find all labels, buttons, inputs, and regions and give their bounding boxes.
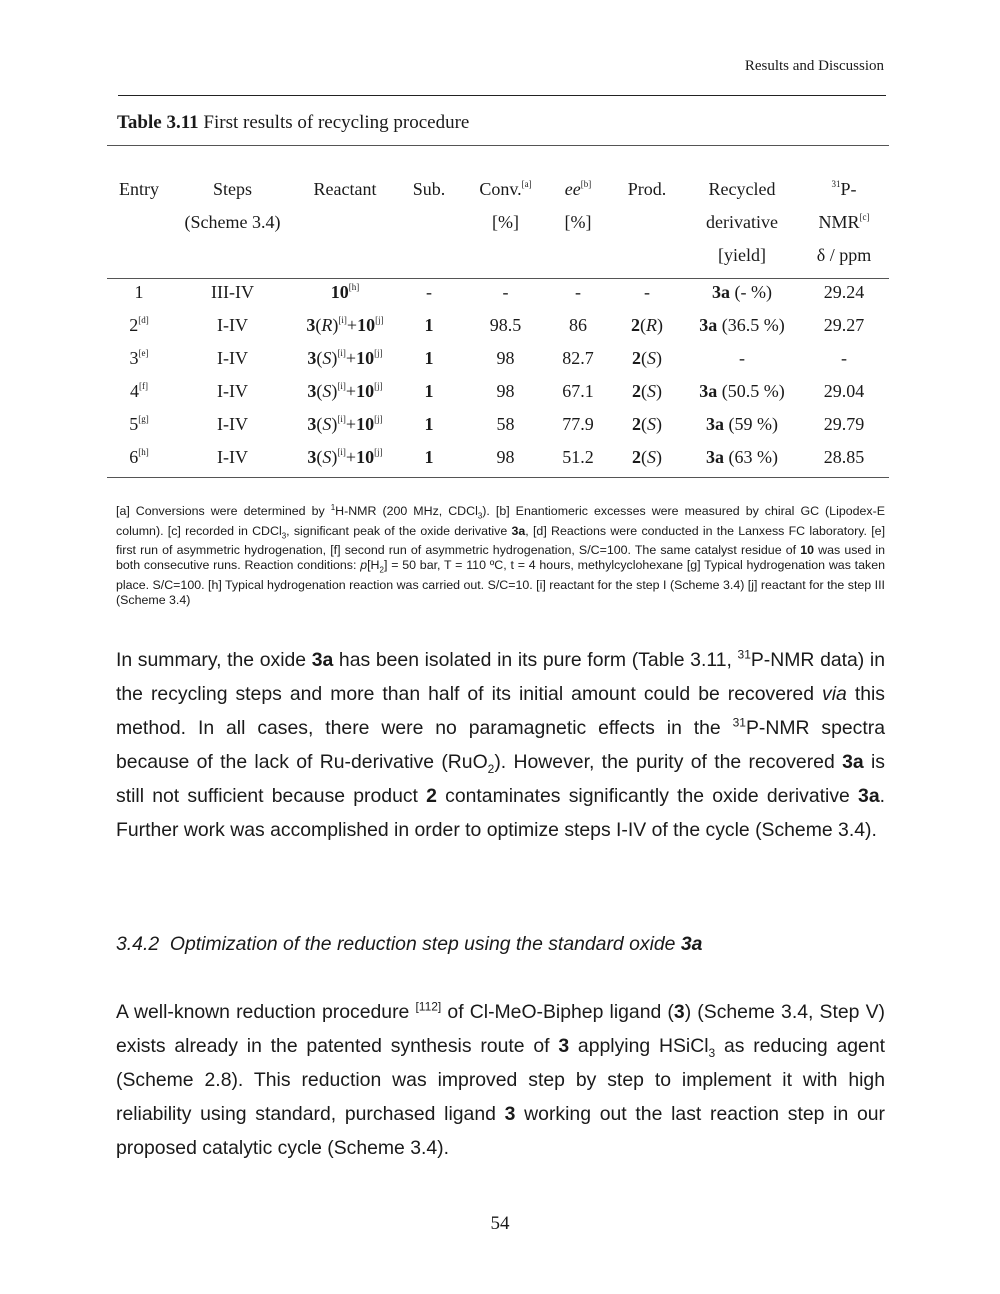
running-header: Results and Discussion <box>744 58 884 74</box>
header-recycled-yield: [yield] <box>718 245 766 265</box>
cell-steps: I-IV <box>217 414 248 434</box>
cell-conversion: 98.5 <box>489 315 522 335</box>
cell-ee: 77.9 <box>562 414 594 434</box>
cell-conversion: 98 <box>496 348 515 368</box>
cell-conversion: - <box>502 282 509 302</box>
cell-nmr: 29.24 <box>823 282 865 302</box>
cell-recycled: 3a (- %) <box>712 282 772 302</box>
cell-reactant: 10[h] <box>330 282 360 302</box>
cell-ee: - <box>575 282 581 302</box>
cell-steps: I-IV <box>217 447 248 467</box>
cell-product: 2(S) <box>632 348 662 368</box>
cell-substrate: 1 <box>424 315 434 335</box>
cell-nmr: 29.27 <box>823 315 865 335</box>
cell-conversion: 98 <box>496 381 515 401</box>
cell-recycled: 3a (63 %) <box>706 447 778 467</box>
header-nmr-isotope: 31 <box>831 179 841 189</box>
cell-product: 2(S) <box>632 381 662 401</box>
cell-reactant: 3(R)[i]+10[j] <box>306 315 384 335</box>
cell-product: 2(S) <box>632 447 662 467</box>
cell-nmr: - <box>841 348 847 368</box>
header-nmr-label: P- <box>840 179 857 199</box>
header-rule <box>118 95 886 96</box>
cell-substrate: 1 <box>424 381 434 401</box>
header-conv-note: [a] <box>521 179 532 189</box>
header-ee <box>548 173 608 206</box>
cell-nmr: 28.85 <box>823 447 865 467</box>
header-conv-label: Conv. <box>479 179 522 199</box>
cell-substrate: 1 <box>424 348 434 368</box>
cell-reactant: 3(S)[i]+10[j] <box>307 348 383 368</box>
cell-substrate: - <box>426 282 432 302</box>
table-caption <box>117 112 469 134</box>
cell-ee: 82.7 <box>562 348 594 368</box>
cell-nmr: 29.04 <box>823 381 865 401</box>
section-heading: 3.4.2 Optimization of the reduction step using the standard oxide 3a <box>116 933 703 955</box>
cell-entry: 3[e] <box>129 348 149 368</box>
header-steps: Steps <box>212 179 252 199</box>
header-prod: Prod. <box>627 179 667 199</box>
cell-substrate: 1 <box>424 414 434 434</box>
cell-steps: III-IV <box>211 282 254 302</box>
header-reactant: Reactant <box>313 179 377 199</box>
table-bottom-rule <box>107 477 889 478</box>
cell-entry: 1 <box>134 282 144 302</box>
paragraph-summary: In summary, the oxide 3a has been isolated in its pure form (Table 3.11, $^{31}$P-NMR data) in the recycling steps and more than half of its initial amount could be recovered via this method. In all cases, there were no paramagnetic effects in the $^{31}$P-NMR spectra because of the lack of Ru-derivative (RuO$_2$). However, the purity of the recovered 3a is still not sufficient because product 2 contaminates significantly the oxide derivative 3a. Further work was accomplished in order to optimize steps I-IV of the cycle (Scheme 3.4). <box>116 647 886 841</box>
cell-recycled: 3a (36.5 %) <box>699 315 785 335</box>
cell-steps: I-IV <box>217 381 248 401</box>
cell-entry: 5[g] <box>129 414 149 434</box>
cell-ee: 51.2 <box>562 447 594 467</box>
cell-entry: 6[h] <box>129 447 149 467</box>
cell-recycled: 3a (59 %) <box>706 414 778 434</box>
header-nmr-unit: δ / ppm <box>816 245 872 265</box>
cell-entry: 4[f] <box>130 381 148 401</box>
cell-reactant: 3(S)[i]+10[j] <box>307 447 383 467</box>
cell-product: 2(R) <box>631 315 663 335</box>
cell-product: - <box>644 282 650 302</box>
table-top-rule <box>107 145 889 146</box>
cell-steps: I-IV <box>217 315 248 335</box>
table-footnotes: [a] Conversions were determined by $^1$H-NMR (200 MHz, CDCl$_3$). [b] Enantiomeric excesses were measured by chiral GC (Lipodex-E column). [c] recorded in CDCl$_3$, significant peak of the oxide derivative 3a, [d] Reactions were conducted in the Lanxess FC laboratory. [e] first run of asymmetric hydrogenation, [f] second run of asymmetric hydrogenation, S/C=100. The same catalyst residue of 10 was used in both consecutive runs. Reaction conditions: $p[H_2] = 50$ bar, T = 110 ºC, t = 4 hours, methylcyclohexane [g] Typical hydrogenation was taken place. S/C=100. [h] Typical hydrogenation reaction was carried out. S/C=10. [i] reactant for the step I (Scheme 3.4) [j] reactant for the step III (Scheme 3.4) <box>116 503 886 607</box>
cell-reactant: 3(S)[i]+10[j] <box>307 414 383 434</box>
table-caption-label: Table 3.11 <box>117 112 199 133</box>
cell-nmr: 29.79 <box>823 414 865 434</box>
header-recycled-derivative: derivative <box>706 212 778 232</box>
table-header-rule <box>107 278 889 279</box>
cell-reactant: 3(S)[i]+10[j] <box>307 381 383 401</box>
cell-steps: I-IV <box>217 348 248 368</box>
cell-conversion: 98 <box>496 447 515 467</box>
header-ee-note: [b] <box>580 179 592 189</box>
header-recycled: Recycled <box>708 179 776 199</box>
paragraph-reduction: A well-known reduction procedure [112] of Cl-MeO-Biphep ligand (3) (Scheme 3.4, Step V) exists already in the patented synthesis route of 3 applying HSiCl$_3$ as reducing agent (Scheme 2.8). This reduction was improved step by step to implement it with high reliability using standard, purchased ligand 3 working out the last reaction step in our proposed catalytic cycle (Scheme 3.4). <box>116 999 885 1159</box>
cell-ee: 86 <box>569 315 587 335</box>
header-steps-scheme: (Scheme 3.4) <box>184 212 281 232</box>
header-sub: Sub. <box>412 179 446 199</box>
header-ee-label: ee <box>564 179 581 199</box>
cell-substrate: 1 <box>424 447 434 467</box>
header-nmr <box>798 173 890 206</box>
cell-conversion: 58 <box>496 414 515 434</box>
page-number: 54 <box>490 1213 510 1234</box>
cell-recycled: 3a (50.5 %) <box>699 381 785 401</box>
header-nmr-line2 <box>798 206 890 239</box>
header-nmr-label2: NMR <box>818 212 860 232</box>
header-nmr-note: [c] <box>859 212 870 222</box>
header-entry: Entry <box>119 179 159 199</box>
cell-ee: 67.1 <box>562 381 594 401</box>
table-caption-text: First results of recycling procedure <box>203 112 470 133</box>
cell-entry: 2[d] <box>129 315 149 335</box>
header-conv <box>463 173 548 206</box>
cell-product: 2(S) <box>632 414 662 434</box>
header-conv-unit: [%] <box>492 212 519 232</box>
cell-recycled: - <box>739 348 745 368</box>
header-ee-unit: [%] <box>564 212 592 232</box>
